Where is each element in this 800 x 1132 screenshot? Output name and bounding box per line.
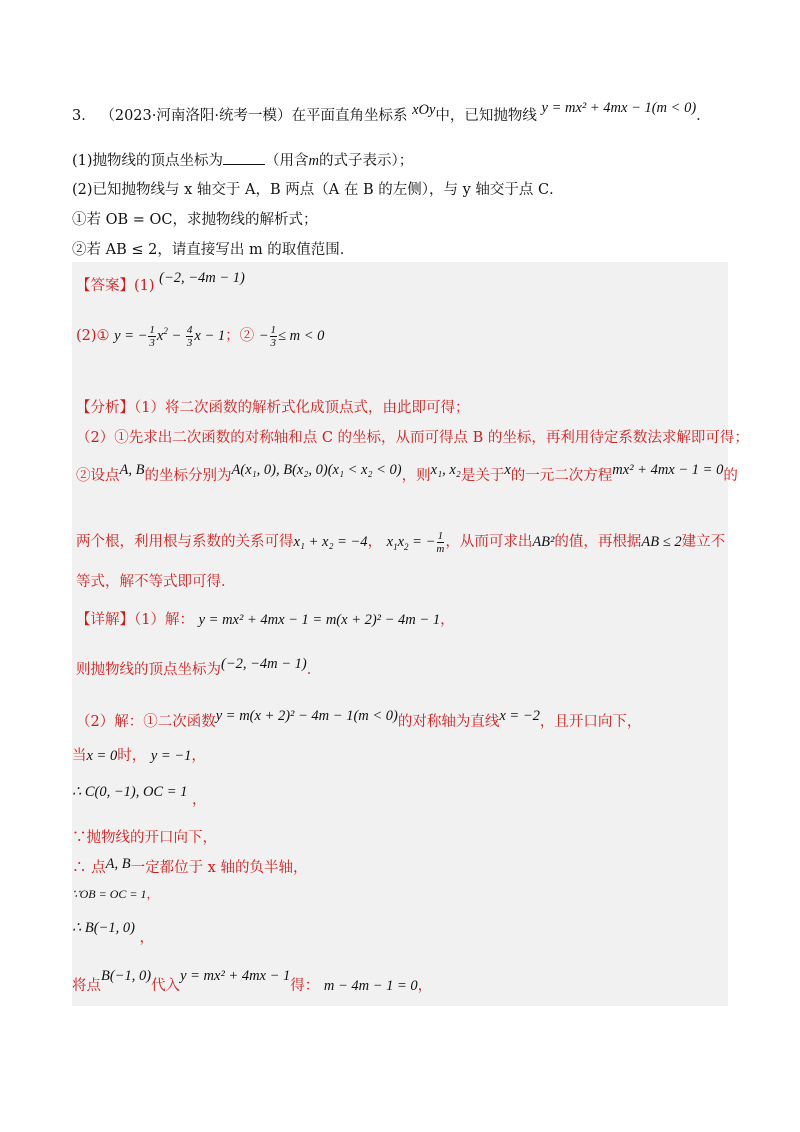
part-2-2-question: ②若 AB ≤ 2，请直接写出 m 的取值范围． bbox=[72, 242, 355, 258]
answer-vertex: (−2, −4m − 1) bbox=[159, 270, 245, 286]
analysis-text: 的坐标分别为 bbox=[144, 468, 232, 484]
answer-line-1 bbox=[76, 270, 245, 296]
fraction: $\frac{1}{3}$ bbox=[149, 324, 155, 349]
detail-text: ． bbox=[306, 662, 322, 678]
detail-tag: 【详解】 bbox=[76, 612, 134, 628]
question-number: 3． bbox=[72, 108, 96, 124]
axis-eq: x = −2 bbox=[499, 708, 540, 724]
analysis-text: ， bbox=[367, 533, 383, 550]
point-b: B(−1, 0) bbox=[101, 968, 152, 984]
answer-line-2 bbox=[76, 324, 324, 349]
stem-text: 在平面直角坐标系 bbox=[291, 108, 408, 124]
analysis-text: 的 bbox=[723, 468, 738, 484]
points-ab: A, B bbox=[119, 462, 145, 478]
stem-end: ． bbox=[696, 108, 711, 124]
analysis-text: 建立不 bbox=[681, 533, 726, 550]
answer-separator: ；② bbox=[225, 327, 255, 344]
detail-text: ，且开口向下， bbox=[539, 714, 642, 730]
analysis-text: ，从而可求出 bbox=[445, 533, 533, 550]
detail-text: 代入 bbox=[151, 978, 181, 994]
detail-text: 得： bbox=[290, 978, 320, 994]
coord-system: xOy bbox=[412, 102, 436, 118]
answer-parabola: y = − $\frac{1}{3}$ $x^2$ − $\frac{4}{3}$ x − 1 bbox=[114, 324, 226, 349]
detail-text: ， bbox=[417, 978, 433, 994]
answer-part-1-label: (1) bbox=[134, 278, 155, 294]
detail-line-3 bbox=[76, 708, 642, 732]
part-1-question bbox=[72, 150, 413, 171]
detail-text: ∴ 点 bbox=[72, 860, 106, 876]
detail-text: （1）解： bbox=[134, 612, 194, 628]
analysis-line-4 bbox=[76, 530, 725, 555]
detail-line-1 bbox=[76, 610, 455, 630]
stem-text-2: 中，已知抛物线 bbox=[435, 108, 537, 124]
detail-line-10 bbox=[72, 968, 433, 996]
part-1-text-3: 的式子表示）； bbox=[319, 153, 414, 169]
root-sum: x₁ + x₂ = −4 bbox=[293, 533, 368, 550]
detail-text: ， bbox=[440, 612, 455, 628]
question-source: （2023·河南洛阳·统考一模） bbox=[100, 108, 292, 124]
analysis-line-5: 等式，解不等式即可得． bbox=[76, 574, 236, 590]
detail-line-2 bbox=[76, 656, 322, 680]
question-line bbox=[72, 100, 711, 126]
detail-text: 当 bbox=[72, 748, 87, 764]
part-2-question: (2)已知抛物线与 x 轴交于 A，B 两点（A 在 B 的左侧），与 y 轴交于点 C． bbox=[72, 182, 564, 198]
fraction: $\frac{1}{3}$ bbox=[270, 324, 277, 349]
vertex: (−2, −4m − 1) bbox=[221, 656, 307, 672]
detail-text: ， bbox=[192, 792, 207, 808]
part-1-text-2: （用含 bbox=[265, 153, 309, 169]
detail-text: 将点 bbox=[72, 978, 101, 994]
analysis-line-1 bbox=[76, 398, 469, 418]
point-b: ∴ B(−1, 0) bbox=[72, 920, 135, 936]
detail-line-9 bbox=[72, 918, 155, 946]
analysis-text: 两个根，利用根与系数的关系可得 bbox=[76, 533, 294, 550]
ab-condition: AB ≤ 2 bbox=[641, 533, 682, 550]
analysis-text-1: （1）将二次函数的解析式化成顶点式，由此即可得； bbox=[134, 400, 470, 416]
answer-blank bbox=[223, 150, 265, 165]
roots: x₁, x₂ bbox=[430, 462, 461, 478]
parabola-equation: y = mx² + 4mx − 1(m < 0) bbox=[541, 100, 697, 116]
ob-oc: ∵OB = OC = 1 bbox=[72, 887, 147, 901]
part-1-text: (1)抛物线的顶点坐标为 bbox=[72, 153, 224, 169]
part-2-1-question: ①若 OB = OC，求抛物线的解析式； bbox=[72, 212, 318, 228]
answer-range-tail: ≤ m < 0 bbox=[278, 327, 325, 344]
substituted-eq: m − 4m − 1 = 0 bbox=[323, 978, 418, 994]
analysis-text: 是关于 bbox=[460, 468, 505, 484]
root-product: $x_1x_2$ = − $\frac{1}{m}$ bbox=[386, 530, 445, 555]
parabola-eq: y = mx² + 4mx − 1 bbox=[180, 968, 291, 984]
answer-tag: 【答案】 bbox=[76, 278, 134, 294]
var-x: x bbox=[504, 462, 511, 478]
y-value: y = −1 bbox=[150, 748, 192, 764]
function-eq: y = m(x + 2)² − 4m − 1(m < 0) bbox=[215, 708, 398, 724]
point-c: ∴ C(0, −1), OC = 1 bbox=[72, 784, 188, 800]
vertex-form: y = mx² + 4mx − 1 = m(x + 2)² − 4m − 1 bbox=[198, 612, 441, 628]
detail-text: （2）解：①二次函数 bbox=[76, 714, 216, 730]
quadratic-equation: mx² + 4mx − 1 = 0 bbox=[612, 462, 724, 478]
x-zero: x = 0 bbox=[86, 748, 118, 764]
analysis-text: ②设点 bbox=[76, 468, 120, 484]
analysis-text: ，则 bbox=[401, 468, 431, 484]
detail-text: 的对称轴为直线 bbox=[397, 714, 500, 730]
fraction: $\frac{4}{3}$ bbox=[186, 324, 193, 349]
detail-text: 一定都位于 x 轴的负半轴， bbox=[130, 860, 308, 876]
analysis-text: 的值，再根据 bbox=[554, 533, 642, 550]
points-ab: A, B bbox=[105, 856, 131, 872]
answer-range: − $\frac{1}{3}$ ≤ m < 0 bbox=[258, 324, 325, 349]
analysis-line-2: （2）①先求出二次函数的对称轴和点 C 的坐标，从而可得点 B 的坐标，再利用待定系数法求解即可得； bbox=[76, 430, 749, 446]
fraction: $\frac{1}{m}$ bbox=[436, 530, 445, 555]
answer-panel bbox=[72, 262, 728, 1006]
answer-part-2-label: (2)① bbox=[76, 327, 110, 344]
detail-text: ， bbox=[191, 748, 206, 764]
detail-line-6: ∵抛物线的开口向下， bbox=[72, 830, 217, 846]
var-m: m bbox=[308, 153, 320, 169]
analysis-text: 的一元二次方程 bbox=[510, 468, 613, 484]
detail-text: ， bbox=[146, 887, 159, 901]
detail-line-4 bbox=[72, 746, 206, 766]
detail-line-8 bbox=[72, 884, 159, 904]
ab-squared: AB² bbox=[532, 533, 555, 550]
detail-line-7 bbox=[72, 858, 307, 878]
detail-text: 则抛物线的顶点坐标为 bbox=[76, 662, 221, 678]
points-coords: A(x₁, 0), B(x₂, 0)(x₁ < x₂ < 0) bbox=[231, 462, 402, 478]
analysis-line-3 bbox=[76, 462, 738, 486]
detail-line-5 bbox=[72, 782, 207, 808]
analysis-tag: 【分析】 bbox=[76, 400, 134, 416]
detail-text: ， bbox=[139, 930, 155, 946]
detail-text: 时， bbox=[117, 748, 147, 764]
